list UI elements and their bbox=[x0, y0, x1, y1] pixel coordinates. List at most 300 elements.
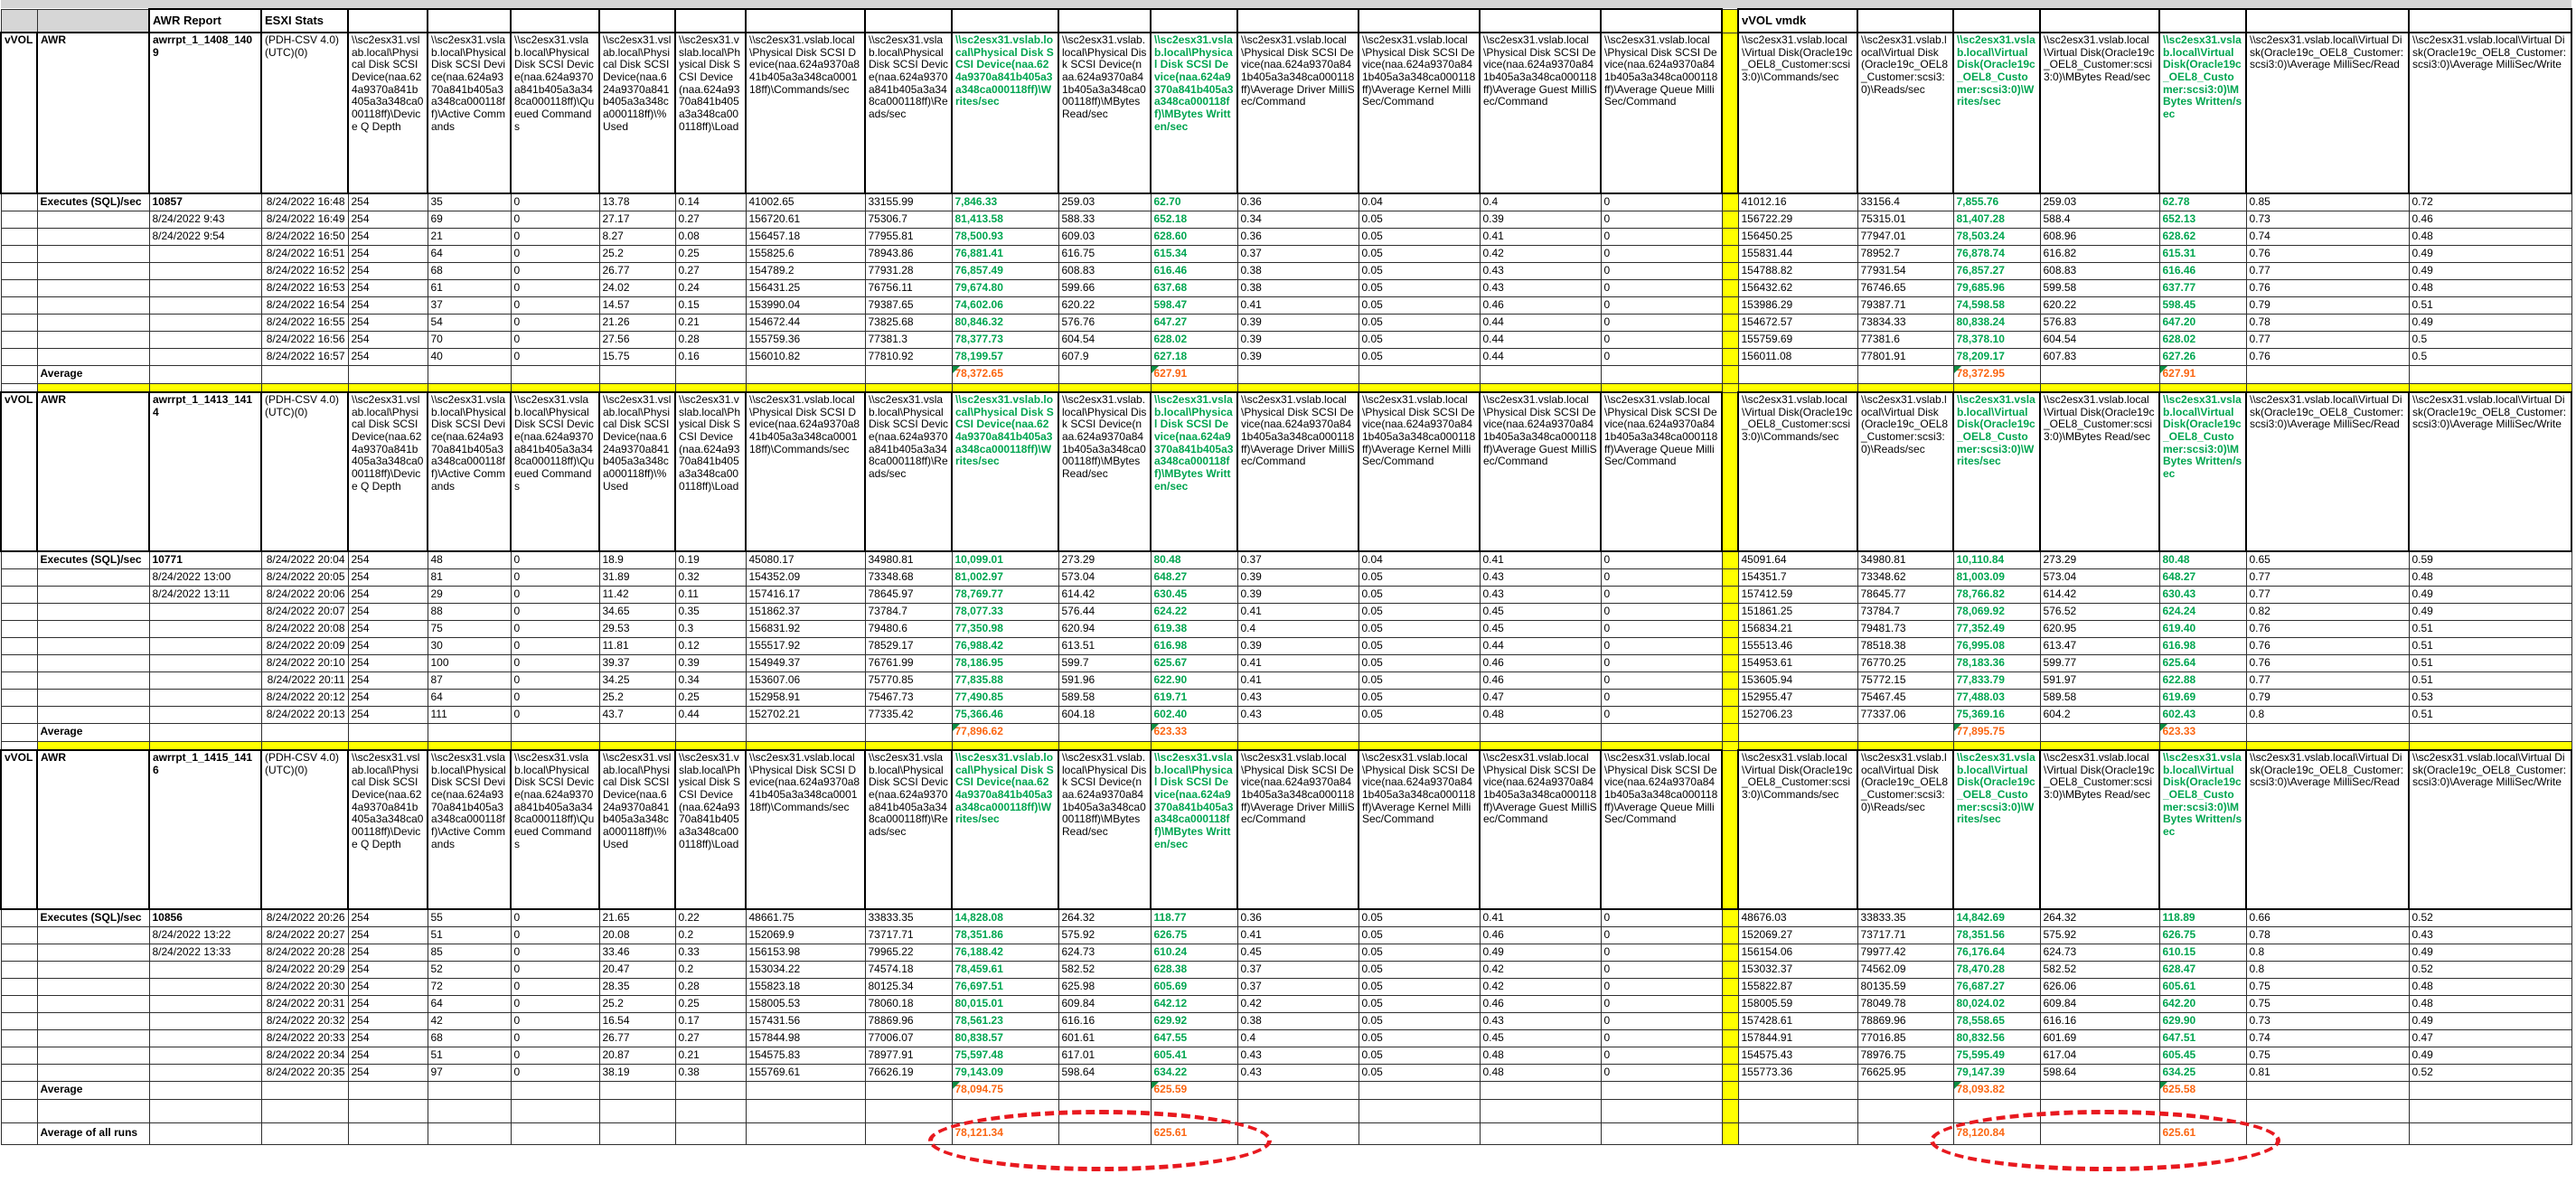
cell-empty[interactable] bbox=[1, 944, 37, 961]
cell-phys-avg-driver-ms[interactable]: 0.36 bbox=[1237, 193, 1359, 211]
cell-phys-avg-queue-ms[interactable]: 0 bbox=[1601, 296, 1722, 314]
cell-empty[interactable] bbox=[1359, 1122, 1480, 1144]
cell-phys-pct-used[interactable]: 20.08 bbox=[599, 926, 675, 944]
cell-vmdk-avg-ms-read[interactable]: 0.76 bbox=[2246, 620, 2409, 637]
esxi-time[interactable]: 8/24/2022 16:51 bbox=[261, 245, 348, 262]
cell-empty[interactable] bbox=[149, 995, 261, 1012]
cell-vmdk-mbytes-read-per-sec[interactable]: 588.4 bbox=[2040, 211, 2159, 228]
cell-phys-active-commands[interactable]: 29 bbox=[428, 586, 511, 603]
cell-phys-load[interactable]: 0.33 bbox=[675, 944, 746, 961]
cell-empty[interactable] bbox=[37, 586, 149, 603]
cell-empty[interactable] bbox=[865, 1081, 952, 1099]
header-phys-load[interactable]: \\sc2esx31.vslab.local\Physical Disk SCSI Device(naa.624a9370a841b405a3a348ca000118ff)\Load bbox=[675, 392, 746, 551]
cell-empty[interactable] bbox=[511, 1122, 599, 1144]
cell-vmdk-reads-per-sec[interactable]: 75315.01 bbox=[1857, 211, 1953, 228]
cell-vmdk-commands-per-sec[interactable]: 156432.62 bbox=[1738, 279, 1857, 296]
separator-row-cell[interactable] bbox=[746, 383, 865, 392]
cell-phys-mbytes-written-per-sec[interactable]: 602.40 bbox=[1151, 706, 1237, 723]
cell-vmdk-writes-per-sec[interactable]: 78,558.65 bbox=[1953, 1012, 2040, 1029]
avg-phys-writes[interactable]: 78,372.65 bbox=[952, 365, 1058, 383]
cell-vmdk-commands-per-sec[interactable]: 155831.44 bbox=[1738, 245, 1857, 262]
cell-vmdk-mbytes-written-per-sec[interactable]: 642.20 bbox=[2159, 995, 2246, 1012]
cell-vmdk-writes-per-sec[interactable]: 76,878.74 bbox=[1953, 245, 2040, 262]
cell-phys-mbytes-written-per-sec[interactable]: 616.98 bbox=[1151, 637, 1237, 654]
cell-vmdk-mbytes-written-per-sec[interactable]: 647.20 bbox=[2159, 314, 2246, 331]
cell-phys-mbytes-written-per-sec[interactable]: 630.45 bbox=[1151, 586, 1237, 603]
cell-vmdk-commands-per-sec[interactable]: 157412.59 bbox=[1738, 586, 1857, 603]
cell-phys-writes-per-sec[interactable]: 80,846.32 bbox=[952, 314, 1058, 331]
cell-phys-commands-per-sec[interactable]: 156720.61 bbox=[746, 211, 865, 228]
cell-phys-pct-used[interactable]: 20.87 bbox=[599, 1047, 675, 1064]
cell-phys-mbytes-written-per-sec[interactable]: 622.90 bbox=[1151, 671, 1237, 689]
cell-phys-queued-commands[interactable]: 0 bbox=[511, 637, 599, 654]
esxi-time[interactable]: 8/24/2022 16:49 bbox=[261, 211, 348, 228]
cell-phys-load[interactable]: 0.2 bbox=[675, 961, 746, 978]
cell-phys-avg-kernel-ms[interactable]: 0.05 bbox=[1359, 348, 1480, 365]
cell-phys-queued-commands[interactable]: 0 bbox=[511, 926, 599, 944]
header-phys-writes-per-sec[interactable]: \\sc2esx31.vslab.local\Physical Disk SCSI Device(naa.624a9370a841b405a3a348ca000118ff)\Writes/sec bbox=[952, 33, 1058, 193]
cell-phys-commands-per-sec[interactable]: 155759.36 bbox=[746, 331, 865, 348]
separator-row-cell[interactable] bbox=[599, 383, 675, 392]
cell-phys-writes-per-sec[interactable]: 76,188.42 bbox=[952, 944, 1058, 961]
cell-vmdk-writes-per-sec[interactable]: 78,209.17 bbox=[1953, 348, 2040, 365]
cell-phys-pct-used[interactable]: 28.35 bbox=[599, 978, 675, 995]
cell-phys-commands-per-sec[interactable]: 155823.18 bbox=[746, 978, 865, 995]
cell-vmdk-commands-per-sec[interactable]: 45091.64 bbox=[1738, 551, 1857, 568]
cell-empty[interactable] bbox=[37, 603, 149, 620]
cell-phys-queued-commands[interactable]: 0 bbox=[511, 671, 599, 689]
cell-vmdk-mbytes-read-per-sec[interactable]: 617.04 bbox=[2040, 1047, 2159, 1064]
cell-vmdk-writes-per-sec[interactable]: 81,003.09 bbox=[1953, 568, 2040, 586]
cell-phys-avg-driver-ms[interactable]: 0.4 bbox=[1237, 1029, 1359, 1047]
cell-vmdk-reads-per-sec[interactable]: 79977.42 bbox=[1857, 944, 1953, 961]
cell-empty[interactable] bbox=[746, 1099, 865, 1122]
cell-phys-mbytes-read-per-sec[interactable]: 604.54 bbox=[1058, 331, 1151, 348]
row-label-average[interactable]: Average bbox=[37, 1081, 149, 1099]
cell-vmdk-avg-ms-write[interactable]: 0.49 bbox=[2409, 1047, 2571, 1064]
cell-empty[interactable] bbox=[149, 689, 261, 706]
cell-empty[interactable] bbox=[1, 978, 37, 995]
cell-phys-load[interactable]: 0.14 bbox=[675, 193, 746, 211]
cell-vmdk-mbytes-written-per-sec[interactable]: 630.43 bbox=[2159, 586, 2246, 603]
cell-vmdk-mbytes-read-per-sec[interactable]: 616.82 bbox=[2040, 245, 2159, 262]
cell-phys-reads-per-sec[interactable]: 77810.92 bbox=[865, 348, 952, 365]
avg-phys-writes[interactable]: 78,094.75 bbox=[952, 1081, 1058, 1099]
cell-phys-mbytes-read-per-sec[interactable]: 575.92 bbox=[1058, 926, 1151, 944]
cell-phys-reads-per-sec[interactable]: 77335.42 bbox=[865, 706, 952, 723]
separator-column[interactable] bbox=[1722, 961, 1738, 978]
cell-phys-avg-driver-ms[interactable]: 0.39 bbox=[1237, 637, 1359, 654]
cell-vmdk-mbytes-read-per-sec[interactable]: 598.64 bbox=[2040, 1064, 2159, 1081]
cell-phys-avg-queue-ms[interactable]: 0 bbox=[1601, 1029, 1722, 1047]
cell-vmdk-writes-per-sec[interactable]: 78,069.92 bbox=[1953, 603, 2040, 620]
cell-vmdk-avg-ms-write[interactable]: 0.52 bbox=[2409, 961, 2571, 978]
cell-phys-avg-kernel-ms[interactable]: 0.05 bbox=[1359, 279, 1480, 296]
avg-all-vmdk-mbytes-written[interactable]: 625.61 bbox=[2159, 1122, 2246, 1144]
cell-vmdk-mbytes-read-per-sec[interactable]: 601.69 bbox=[2040, 1029, 2159, 1047]
cell-vmdk-commands-per-sec[interactable]: 41012.16 bbox=[1738, 193, 1857, 211]
cell-phys-queued-commands[interactable]: 0 bbox=[511, 245, 599, 262]
cell-phys-avg-guest-ms[interactable]: 0.43 bbox=[1480, 262, 1601, 279]
cell-vmdk-reads-per-sec[interactable]: 78049.78 bbox=[1857, 995, 1953, 1012]
cell-vmdk-reads-per-sec[interactable]: 77931.54 bbox=[1857, 262, 1953, 279]
label-empty[interactable] bbox=[952, 9, 1058, 33]
separator-column[interactable] bbox=[1722, 706, 1738, 723]
cell-empty[interactable] bbox=[348, 1122, 428, 1144]
cell-empty[interactable] bbox=[1480, 1122, 1601, 1144]
cell-phys-avg-guest-ms[interactable]: 0.47 bbox=[1480, 689, 1601, 706]
cell-vmdk-avg-ms-write[interactable]: 0.49 bbox=[2409, 314, 2571, 331]
cell-empty[interactable] bbox=[1857, 1081, 1953, 1099]
cell-empty[interactable] bbox=[37, 1099, 149, 1122]
cell-empty[interactable] bbox=[1, 193, 37, 211]
header-vmdk-mbytes-read-per-sec[interactable]: \\sc2esx31.vslab.local\Virtual Disk(Oracle19c_OEL8_Customer:scsi3:0)\MBytes Read/sec bbox=[2040, 33, 2159, 193]
esxi-time[interactable]: 8/24/2022 20:10 bbox=[261, 654, 348, 671]
executes-value[interactable]: 10857 bbox=[149, 193, 261, 211]
cell-phys-device-q-depth[interactable]: 254 bbox=[348, 586, 428, 603]
header-phys-mbytes-written-per-sec[interactable]: \\sc2esx31.vslab.local\Physical Disk SCSI Device(naa.624a9370a841b405a3a348ca000118ff)\MBytes Written/sec bbox=[1151, 750, 1237, 909]
cell-phys-mbytes-written-per-sec[interactable]: 628.02 bbox=[1151, 331, 1237, 348]
header-vmdk-commands-per-sec[interactable]: \\sc2esx31.vslab.local\Virtual Disk(Oracle19c_OEL8_Customer:scsi3:0)\Commands/sec bbox=[1738, 392, 1857, 551]
cell-vmdk-mbytes-written-per-sec[interactable]: 80.48 bbox=[2159, 551, 2246, 568]
header-phys-queued-commands[interactable]: \\sc2esx31.vslab.local\Physical Disk SCSI Device(naa.624a9370a841b405a3a348ca000118ff)\Queued Commands bbox=[511, 33, 599, 193]
cell-vmdk-commands-per-sec[interactable]: 156450.25 bbox=[1738, 228, 1857, 245]
separator-column[interactable] bbox=[1722, 689, 1738, 706]
cell-phys-writes-per-sec[interactable]: 78,186.95 bbox=[952, 654, 1058, 671]
header-phys-device-q-depth[interactable]: \\sc2esx31.vslab.local\Physical Disk SCSI Device(naa.624a9370a841b405a3a348ca000118ff)\Device Q Depth bbox=[348, 33, 428, 193]
cell-empty[interactable] bbox=[149, 365, 261, 383]
cell-phys-mbytes-written-per-sec[interactable]: 80.48 bbox=[1151, 551, 1237, 568]
header-phys-mbytes-written-per-sec[interactable]: \\sc2esx31.vslab.local\Physical Disk SCSI Device(naa.624a9370a841b405a3a348ca000118ff)\MBytes Written/sec bbox=[1151, 392, 1237, 551]
cell-vmdk-mbytes-written-per-sec[interactable]: 622.88 bbox=[2159, 671, 2246, 689]
avg-vmdk-writes[interactable]: 78,372.95 bbox=[1953, 365, 2040, 383]
cell-phys-mbytes-read-per-sec[interactable]: 608.83 bbox=[1058, 262, 1151, 279]
cell-vmdk-mbytes-written-per-sec[interactable]: 615.31 bbox=[2159, 245, 2246, 262]
cell-phys-device-q-depth[interactable]: 254 bbox=[348, 1047, 428, 1064]
cell-vmdk-writes-per-sec[interactable]: 76,687.27 bbox=[1953, 978, 2040, 995]
cell-phys-pct-used[interactable]: 15.75 bbox=[599, 348, 675, 365]
cell-phys-avg-queue-ms[interactable]: 0 bbox=[1601, 551, 1722, 568]
cell-empty[interactable] bbox=[37, 620, 149, 637]
cell-phys-mbytes-written-per-sec[interactable]: 629.92 bbox=[1151, 1012, 1237, 1029]
cell-empty[interactable] bbox=[2246, 365, 2409, 383]
cell-empty[interactable] bbox=[149, 296, 261, 314]
cell-phys-queued-commands[interactable]: 0 bbox=[511, 706, 599, 723]
cell-phys-writes-per-sec[interactable]: 78,351.86 bbox=[952, 926, 1058, 944]
cell-empty[interactable] bbox=[1, 1064, 37, 1081]
header-phys-avg-guest-ms[interactable]: \\sc2esx31.vslab.local\Physical Disk SCSI Device(naa.624a9370a841b405a3a348ca000118ff)\Average Guest MilliSec/Command bbox=[1480, 750, 1601, 909]
cell-empty[interactable] bbox=[37, 296, 149, 314]
separator-column[interactable] bbox=[1722, 314, 1738, 331]
cell-phys-writes-per-sec[interactable]: 78,561.23 bbox=[952, 1012, 1058, 1029]
cell-empty[interactable] bbox=[37, 1047, 149, 1064]
cell-vmdk-commands-per-sec[interactable]: 156834.21 bbox=[1738, 620, 1857, 637]
cell-empty[interactable] bbox=[37, 978, 149, 995]
cell-phys-queued-commands[interactable]: 0 bbox=[511, 689, 599, 706]
cell-vmdk-commands-per-sec[interactable]: 48676.03 bbox=[1738, 909, 1857, 926]
cell-phys-avg-queue-ms[interactable]: 0 bbox=[1601, 995, 1722, 1012]
cell-vmdk-writes-per-sec[interactable]: 78,183.36 bbox=[1953, 654, 2040, 671]
cell-phys-mbytes-read-per-sec[interactable]: 617.01 bbox=[1058, 1047, 1151, 1064]
header-vmdk-avg-ms-write[interactable]: \\sc2esx31.vslab.local\Virtual Disk(Oracle19c_OEL8_Customer:scsi3:0)\Average MilliSec/Write bbox=[2409, 392, 2571, 551]
cell-phys-commands-per-sec[interactable]: 155769.61 bbox=[746, 1064, 865, 1081]
cell-phys-avg-kernel-ms[interactable]: 0.05 bbox=[1359, 1064, 1480, 1081]
cell-vmdk-writes-per-sec[interactable]: 77,833.79 bbox=[1953, 671, 2040, 689]
cell-vmdk-writes-per-sec[interactable]: 74,598.58 bbox=[1953, 296, 2040, 314]
cell-phys-queued-commands[interactable]: 0 bbox=[511, 551, 599, 568]
row-label-awr[interactable]: AWR bbox=[37, 750, 149, 909]
cell-phys-reads-per-sec[interactable]: 78943.86 bbox=[865, 245, 952, 262]
cell-vmdk-reads-per-sec[interactable]: 73717.71 bbox=[1857, 926, 1953, 944]
cell-vmdk-writes-per-sec[interactable]: 78,470.28 bbox=[1953, 961, 2040, 978]
cell-phys-load[interactable]: 0.11 bbox=[675, 586, 746, 603]
cell-phys-load[interactable]: 0.25 bbox=[675, 995, 746, 1012]
cell-empty[interactable] bbox=[149, 1029, 261, 1047]
cell-phys-load[interactable]: 0.44 bbox=[675, 706, 746, 723]
cell-phys-avg-kernel-ms[interactable]: 0.05 bbox=[1359, 995, 1480, 1012]
cell-empty[interactable] bbox=[1237, 1081, 1359, 1099]
cell-phys-mbytes-read-per-sec[interactable]: 259.03 bbox=[1058, 193, 1151, 211]
cell-phys-queued-commands[interactable]: 0 bbox=[511, 1029, 599, 1047]
cell-vmdk-avg-ms-write[interactable]: 0.5 bbox=[2409, 348, 2571, 365]
cell-vmdk-mbytes-read-per-sec[interactable]: 609.84 bbox=[2040, 995, 2159, 1012]
cell-phys-reads-per-sec[interactable]: 79965.22 bbox=[865, 944, 952, 961]
cell-phys-reads-per-sec[interactable]: 80125.34 bbox=[865, 978, 952, 995]
cell-vmdk-avg-ms-read[interactable]: 0.73 bbox=[2246, 1012, 2409, 1029]
cell-vmdk-commands-per-sec[interactable]: 157844.91 bbox=[1738, 1029, 1857, 1047]
cell-empty[interactable] bbox=[348, 1081, 428, 1099]
cell-phys-avg-kernel-ms[interactable]: 0.05 bbox=[1359, 689, 1480, 706]
cell-empty[interactable] bbox=[261, 1081, 348, 1099]
cell-empty[interactable] bbox=[2409, 1122, 2571, 1144]
cell-vmdk-reads-per-sec[interactable]: 77381.6 bbox=[1857, 331, 1953, 348]
cell-empty[interactable] bbox=[599, 1099, 675, 1122]
cell-empty[interactable] bbox=[261, 1122, 348, 1144]
cell-phys-pct-used[interactable]: 33.46 bbox=[599, 944, 675, 961]
cell-phys-load[interactable]: 0.39 bbox=[675, 654, 746, 671]
cell-phys-avg-queue-ms[interactable]: 0 bbox=[1601, 603, 1722, 620]
cell-vmdk-writes-per-sec[interactable]: 7,855.76 bbox=[1953, 193, 2040, 211]
separator-row-cell[interactable] bbox=[511, 383, 599, 392]
cell-phys-device-q-depth[interactable]: 254 bbox=[348, 995, 428, 1012]
cell-empty[interactable] bbox=[1738, 723, 1857, 741]
header-vmdk-writes-per-sec[interactable]: \\sc2esx31.vslab.local\Virtual Disk(Oracle19c_OEL8_Customer:scsi3:0)\Writes/sec bbox=[1953, 392, 2040, 551]
cell-phys-load[interactable]: 0.15 bbox=[675, 296, 746, 314]
cell-phys-avg-queue-ms[interactable]: 0 bbox=[1601, 228, 1722, 245]
cell-phys-queued-commands[interactable]: 0 bbox=[511, 1047, 599, 1064]
avg-vmdk-mbytes-written[interactable]: 625.58 bbox=[2159, 1081, 2246, 1099]
cell-empty[interactable] bbox=[2409, 1081, 2571, 1099]
cell-vmdk-mbytes-written-per-sec[interactable]: 648.27 bbox=[2159, 568, 2246, 586]
cell-phys-avg-guest-ms[interactable]: 0.46 bbox=[1480, 654, 1601, 671]
cell-phys-reads-per-sec[interactable]: 79480.6 bbox=[865, 620, 952, 637]
header-phys-queued-commands[interactable]: \\sc2esx31.vslab.local\Physical Disk SCSI Device(naa.624a9370a841b405a3a348ca000118ff)\Queued Commands bbox=[511, 750, 599, 909]
cell-phys-avg-guest-ms[interactable]: 0.48 bbox=[1480, 1047, 1601, 1064]
esxi-time[interactable]: 8/24/2022 16:57 bbox=[261, 348, 348, 365]
separator-row-cell[interactable] bbox=[2040, 383, 2159, 392]
cell-empty[interactable] bbox=[37, 671, 149, 689]
cell-phys-mbytes-read-per-sec[interactable]: 601.61 bbox=[1058, 1029, 1151, 1047]
cell-vmdk-mbytes-written-per-sec[interactable]: 610.15 bbox=[2159, 944, 2246, 961]
cell-phys-avg-driver-ms[interactable]: 0.43 bbox=[1237, 1064, 1359, 1081]
cell-vmdk-avg-ms-write[interactable]: 0.49 bbox=[2409, 262, 2571, 279]
cell-empty[interactable] bbox=[37, 245, 149, 262]
cell-phys-mbytes-read-per-sec[interactable]: 589.58 bbox=[1058, 689, 1151, 706]
cell-empty[interactable] bbox=[1, 568, 37, 586]
awr-time[interactable]: 8/24/2022 9:54 bbox=[149, 228, 261, 245]
cell-phys-pct-used[interactable]: 11.81 bbox=[599, 637, 675, 654]
cell-phys-avg-driver-ms[interactable]: 0.41 bbox=[1237, 654, 1359, 671]
cell-phys-active-commands[interactable]: 35 bbox=[428, 193, 511, 211]
cell-phys-writes-per-sec[interactable]: 81,413.58 bbox=[952, 211, 1058, 228]
cell-vmdk-reads-per-sec[interactable]: 75772.15 bbox=[1857, 671, 1953, 689]
cell-vmdk-reads-per-sec[interactable]: 77947.01 bbox=[1857, 228, 1953, 245]
separator-row-cell[interactable] bbox=[261, 741, 348, 750]
cell-phys-active-commands[interactable]: 85 bbox=[428, 944, 511, 961]
cell-vmdk-mbytes-read-per-sec[interactable]: 591.97 bbox=[2040, 671, 2159, 689]
cell-vmdk-commands-per-sec[interactable]: 155759.69 bbox=[1738, 331, 1857, 348]
cell-empty[interactable] bbox=[2246, 1099, 2409, 1122]
cell-empty[interactable] bbox=[428, 1122, 511, 1144]
separator-row-cell[interactable] bbox=[2246, 383, 2409, 392]
cell-phys-avg-queue-ms[interactable]: 0 bbox=[1601, 944, 1722, 961]
esxi-time[interactable]: 8/24/2022 20:28 bbox=[261, 944, 348, 961]
cell-vmdk-mbytes-written-per-sec[interactable]: 647.51 bbox=[2159, 1029, 2246, 1047]
esxi-time[interactable]: 8/24/2022 16:48 bbox=[261, 193, 348, 211]
separator-column[interactable] bbox=[1722, 193, 1738, 211]
label-empty[interactable] bbox=[2040, 9, 2159, 33]
cell-vmdk-reads-per-sec[interactable]: 33833.35 bbox=[1857, 909, 1953, 926]
cell-empty[interactable] bbox=[1, 279, 37, 296]
cell-phys-avg-kernel-ms[interactable]: 0.05 bbox=[1359, 331, 1480, 348]
cell-empty[interactable] bbox=[149, 654, 261, 671]
cell-phys-load[interactable]: 0.17 bbox=[675, 1012, 746, 1029]
cell-phys-mbytes-written-per-sec[interactable]: 628.38 bbox=[1151, 961, 1237, 978]
cell-phys-writes-per-sec[interactable]: 77,350.98 bbox=[952, 620, 1058, 637]
cell-phys-mbytes-written-per-sec[interactable]: 628.60 bbox=[1151, 228, 1237, 245]
cell-vmdk-reads-per-sec[interactable]: 73834.33 bbox=[1857, 314, 1953, 331]
cell-empty[interactable] bbox=[1738, 365, 1857, 383]
cell-vmdk-avg-ms-read[interactable]: 0.65 bbox=[2246, 551, 2409, 568]
cell-phys-avg-driver-ms[interactable]: 0.39 bbox=[1237, 348, 1359, 365]
cell-empty[interactable] bbox=[2409, 365, 2571, 383]
separator-row-cell[interactable] bbox=[952, 741, 1058, 750]
cell-vmdk-mbytes-written-per-sec[interactable]: 652.13 bbox=[2159, 211, 2246, 228]
cell-phys-avg-guest-ms[interactable]: 0.45 bbox=[1480, 603, 1601, 620]
label-empty[interactable] bbox=[348, 9, 428, 33]
separator-column[interactable] bbox=[1722, 926, 1738, 944]
header-phys-pct-used[interactable]: \\sc2esx31.vslab.local\Physical Disk SCSI Device(naa.624a9370a841b405a3a348ca000118ff)\%Used bbox=[599, 750, 675, 909]
header-phys-avg-queue-ms[interactable]: \\sc2esx31.vslab.local\Physical Disk SCSI Device(naa.624a9370a841b405a3a348ca000118ff)\Average Queue MilliSec/Command bbox=[1601, 33, 1722, 193]
cell-phys-avg-kernel-ms[interactable]: 0.05 bbox=[1359, 961, 1480, 978]
cell-phys-active-commands[interactable]: 30 bbox=[428, 637, 511, 654]
cell-phys-reads-per-sec[interactable]: 75467.73 bbox=[865, 689, 952, 706]
cell-vmdk-avg-ms-read[interactable]: 0.74 bbox=[2246, 1029, 2409, 1047]
separator-column[interactable] bbox=[1722, 262, 1738, 279]
cell-empty[interactable] bbox=[1, 551, 37, 568]
separator-row-cell[interactable] bbox=[511, 741, 599, 750]
cell-phys-device-q-depth[interactable]: 254 bbox=[348, 603, 428, 620]
cell-empty[interactable] bbox=[1480, 365, 1601, 383]
row-label-vvol[interactable]: vVOL bbox=[1, 33, 37, 193]
cell-phys-reads-per-sec[interactable]: 78869.96 bbox=[865, 1012, 952, 1029]
cell-vmdk-mbytes-written-per-sec[interactable]: 619.40 bbox=[2159, 620, 2246, 637]
cell-phys-queued-commands[interactable]: 0 bbox=[511, 603, 599, 620]
cell-phys-reads-per-sec[interactable]: 78645.97 bbox=[865, 586, 952, 603]
cell-phys-active-commands[interactable]: 97 bbox=[428, 1064, 511, 1081]
cell-phys-mbytes-written-per-sec[interactable]: 625.67 bbox=[1151, 654, 1237, 671]
esxi-time[interactable]: 8/24/2022 20:13 bbox=[261, 706, 348, 723]
esxi-time[interactable]: 8/24/2022 16:50 bbox=[261, 228, 348, 245]
cell-vmdk-writes-per-sec[interactable]: 79,147.39 bbox=[1953, 1064, 2040, 1081]
cell-phys-reads-per-sec[interactable]: 78060.18 bbox=[865, 995, 952, 1012]
cell-empty[interactable] bbox=[675, 1099, 746, 1122]
cell-phys-queued-commands[interactable]: 0 bbox=[511, 331, 599, 348]
cell-phys-active-commands[interactable]: 64 bbox=[428, 689, 511, 706]
cell-phys-reads-per-sec[interactable]: 78977.91 bbox=[865, 1047, 952, 1064]
cell-phys-queued-commands[interactable]: 0 bbox=[511, 1064, 599, 1081]
cell-phys-queued-commands[interactable]: 0 bbox=[511, 654, 599, 671]
cell-empty[interactable] bbox=[428, 1081, 511, 1099]
cell-vmdk-avg-ms-write[interactable]: 0.52 bbox=[2409, 909, 2571, 926]
cell-vmdk-writes-per-sec[interactable]: 77,488.03 bbox=[1953, 689, 2040, 706]
cell-empty[interactable] bbox=[149, 262, 261, 279]
cell-phys-commands-per-sec[interactable]: 153034.22 bbox=[746, 961, 865, 978]
cell-vmdk-reads-per-sec[interactable]: 76770.25 bbox=[1857, 654, 1953, 671]
row-label-vvol[interactable]: vVOL bbox=[1, 392, 37, 551]
cell-phys-active-commands[interactable]: 68 bbox=[428, 1029, 511, 1047]
cell-phys-avg-driver-ms[interactable]: 0.37 bbox=[1237, 978, 1359, 995]
cell-empty[interactable] bbox=[261, 365, 348, 383]
cell-phys-avg-queue-ms[interactable]: 0 bbox=[1601, 620, 1722, 637]
separator-row-cell[interactable] bbox=[2246, 741, 2409, 750]
cell-phys-avg-queue-ms[interactable]: 0 bbox=[1601, 978, 1722, 995]
cell-vmdk-writes-per-sec[interactable]: 78,766.82 bbox=[1953, 586, 2040, 603]
cell-vmdk-reads-per-sec[interactable]: 73348.62 bbox=[1857, 568, 1953, 586]
cell-empty[interactable] bbox=[1, 348, 37, 365]
cell-phys-active-commands[interactable]: 69 bbox=[428, 211, 511, 228]
cell-vmdk-avg-ms-read[interactable]: 0.77 bbox=[2246, 586, 2409, 603]
header-vmdk-writes-per-sec[interactable]: \\sc2esx31.vslab.local\Virtual Disk(Oracle19c_OEL8_Customer:scsi3:0)\Writes/sec bbox=[1953, 33, 2040, 193]
header-phys-commands-per-sec[interactable]: \\sc2esx31.vslab.local\Physical Disk SCSI Device(naa.624a9370a841b405a3a348ca000118ff)\Commands/sec bbox=[746, 392, 865, 551]
cell-vmdk-mbytes-read-per-sec[interactable]: 613.47 bbox=[2040, 637, 2159, 654]
row-label-average-all-runs[interactable]: Average of all runs bbox=[37, 1122, 149, 1144]
cell-phys-commands-per-sec[interactable]: 157416.17 bbox=[746, 586, 865, 603]
cell-phys-avg-driver-ms[interactable]: 0.4 bbox=[1237, 620, 1359, 637]
cell-phys-mbytes-read-per-sec[interactable]: 591.96 bbox=[1058, 671, 1151, 689]
label-empty[interactable] bbox=[511, 9, 599, 33]
cell-empty[interactable] bbox=[1601, 723, 1722, 741]
cell-phys-mbytes-written-per-sec[interactable]: 605.69 bbox=[1151, 978, 1237, 995]
cell-vmdk-writes-per-sec[interactable]: 76,176.64 bbox=[1953, 944, 2040, 961]
cell-vmdk-mbytes-read-per-sec[interactable]: 582.52 bbox=[2040, 961, 2159, 978]
cell-phys-pct-used[interactable]: 43.7 bbox=[599, 706, 675, 723]
cell-phys-avg-guest-ms[interactable]: 0.42 bbox=[1480, 961, 1601, 978]
row-label-executes[interactable]: Executes (SQL)/sec bbox=[37, 193, 149, 211]
cell-phys-avg-queue-ms[interactable]: 0 bbox=[1601, 211, 1722, 228]
separator-column[interactable] bbox=[1722, 1122, 1738, 1144]
avg-all-phys-writes[interactable]: 78,121.34 bbox=[952, 1122, 1058, 1144]
cell-empty[interactable] bbox=[37, 944, 149, 961]
cell-phys-writes-per-sec[interactable]: 75,597.48 bbox=[952, 1047, 1058, 1064]
cell-phys-load[interactable]: 0.28 bbox=[675, 978, 746, 995]
cell-phys-avg-queue-ms[interactable]: 0 bbox=[1601, 568, 1722, 586]
header-phys-load[interactable]: \\sc2esx31.vslab.local\Physical Disk SCSI Device(naa.624a9370a841b405a3a348ca000118ff)\Load bbox=[675, 33, 746, 193]
cell-phys-avg-guest-ms[interactable]: 0.48 bbox=[1480, 1064, 1601, 1081]
cell-phys-reads-per-sec[interactable]: 79387.65 bbox=[865, 296, 952, 314]
cell-phys-avg-driver-ms[interactable]: 0.36 bbox=[1237, 909, 1359, 926]
cell-phys-commands-per-sec[interactable]: 154949.37 bbox=[746, 654, 865, 671]
